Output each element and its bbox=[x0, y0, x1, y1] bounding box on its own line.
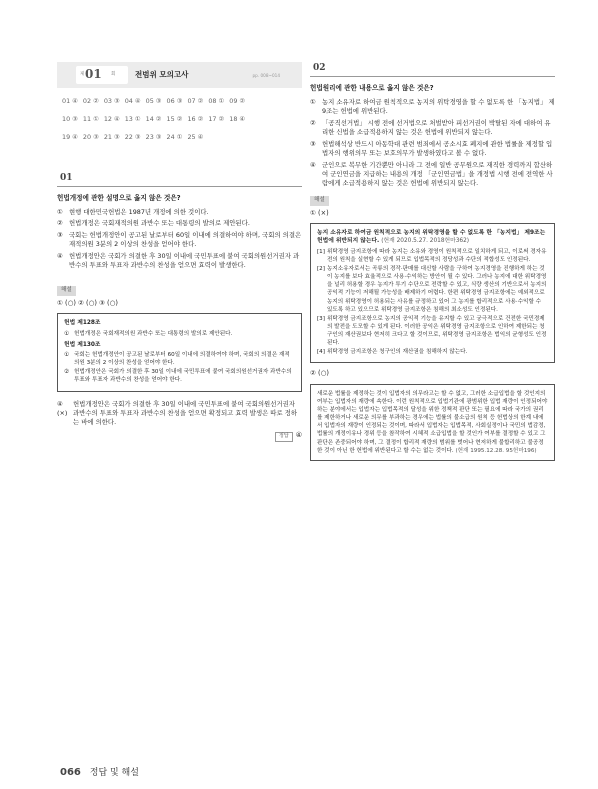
option-text: 현행 대한민국헌법은 1987년 개정에 의한 것이다. bbox=[69, 207, 209, 216]
option-text: 「공직선거법」 시행 전에 선거법으로 처벌받아 피선거권이 박탈된 자에 대하여 유리한 신법을 소급적용하지 않는 것은 헌법에 위반되지 않는다. bbox=[322, 118, 551, 136]
precedent-text: 새로운 법률을 제정하는 것이 입법자의 의무라고는 할 수 없고, 그러한 소급입법을 할 것인지의 여부는 입법자의 재량에 속한다. 이런 원칙적으로 입법기관에 광범위한 입법 재량이 인정되어야 하는 분야에서는 입법자는 입법목적의 달성을 위한 정책적 판단 또는 필요에 따라 국가의 권리를 제한하거나 새로운 의무를 부과하는 경우에는 법률의 불소급의 원칙 등 헌법상의 한계 내에서 입법자의 재량이 인정되는 것이며, 따라서 입법자는 입법목적, 사회실정이나 국민의 법감정, 법률의 개정이유나 경위 등을 참작하여 시혜적 소급입법을 할 것인가 여부를 결정할 수 있고 그 판단은 존중되어야 하며, 그 결정이 합리적 재량의 범위를 벗어나 현저하게 불합리하고 불공정한 것이 아닌 한 헌법에 위반된다고 할 수는 없는 것이다. bbox=[317, 390, 548, 454]
divider bbox=[310, 76, 555, 77]
explanation-text: 헌법개정안은 국회가 의결한 후 30일 이내에 국민투표에 붙여 국회의원선거권자 과반수의 투표와 투표자 과반수의 찬성을 얻으면 확정되고 효력 발생은 따로 정하는 바에 의한다. bbox=[73, 399, 298, 427]
page-footer bbox=[60, 766, 139, 781]
question-number: 02 bbox=[313, 63, 326, 73]
answer-item: 18 ④ bbox=[229, 115, 246, 123]
answer-item: 19 ④ bbox=[62, 133, 78, 141]
answer-item: 07 ② bbox=[187, 97, 204, 105]
option bbox=[57, 252, 302, 271]
explanation-marker: ④ (×) bbox=[57, 399, 68, 417]
option-text: 헌법해석상 반드시 아동학대 관련 범죄에서 공소시효 폐지에 관한 법률을 제정할 입법자의 행위의무 또는 보호의무가 발생하였다고 볼 수 없다. bbox=[322, 139, 553, 157]
precedent-citation: (헌재 2020.5.27. 2018헌마362) bbox=[381, 238, 470, 245]
answer-item: 15 ② bbox=[166, 115, 183, 123]
law-title: 헌법 제128조 bbox=[64, 320, 101, 327]
verdict: ① (×) bbox=[310, 208, 329, 217]
option bbox=[310, 98, 555, 117]
option-marker: ④ bbox=[57, 252, 63, 261]
precedent-item-marker: [2] bbox=[317, 266, 325, 273]
option bbox=[57, 231, 302, 250]
question-01 bbox=[57, 194, 302, 442]
answer-item: 16 ② bbox=[187, 115, 204, 123]
answer-key bbox=[62, 97, 307, 151]
solution-tag: 해설 bbox=[57, 286, 76, 296]
exam-title: 전범위 모의고사 bbox=[135, 70, 189, 79]
option-text: 국회는 헌법개정안이 공고된 날로부터 60일 이내에 의결하여야 하며, 국회의 의결은 재적의원 3분의 2 이상의 찬성을 얻어야 한다. bbox=[69, 231, 302, 249]
precedent-item-marker: [3] bbox=[317, 315, 325, 322]
answer-item: 12 ④ bbox=[103, 115, 120, 123]
answer-item: 06 ③ bbox=[166, 97, 183, 105]
page-range: pp. 008~014 bbox=[252, 73, 280, 78]
solution-tag: 해설 bbox=[310, 196, 329, 206]
precedent-title bbox=[317, 229, 548, 246]
precedent-item-marker: [4] bbox=[317, 349, 325, 356]
round-suffix: 회 bbox=[111, 72, 116, 77]
precedent-box bbox=[310, 384, 555, 461]
answer-item: 17 ② bbox=[208, 115, 225, 123]
answer-item: 24 ① bbox=[166, 133, 183, 141]
law-item bbox=[64, 368, 295, 384]
option-marker: ② bbox=[57, 219, 63, 228]
precedent-paragraph bbox=[317, 390, 548, 455]
answer-item: 14 ② bbox=[145, 115, 162, 123]
law-item-marker: ② bbox=[64, 369, 70, 376]
round-badge bbox=[76, 66, 128, 84]
question-02 bbox=[310, 84, 555, 461]
answer-row bbox=[62, 133, 307, 151]
answer-item: 20 ③ bbox=[82, 133, 99, 141]
precedent-item bbox=[317, 248, 548, 264]
precedent-item bbox=[317, 265, 548, 314]
law-item-marker: ① bbox=[64, 330, 70, 337]
answer-item: 13 ① bbox=[124, 115, 141, 123]
answer-item: 09 ② bbox=[229, 97, 246, 105]
precedent-item bbox=[317, 315, 548, 347]
option bbox=[57, 208, 302, 217]
option-marker: ④ bbox=[310, 160, 316, 169]
option bbox=[57, 219, 302, 228]
question-number: 01 bbox=[60, 173, 73, 183]
answer-item: 05 ③ bbox=[145, 97, 162, 105]
law-title: 헌법 제130조 bbox=[64, 341, 101, 348]
precedent-item-marker: [1] bbox=[317, 248, 325, 255]
question-stem: 헌법개정에 관한 설명으로 옳지 않은 것은? bbox=[57, 194, 181, 202]
answer-row bbox=[62, 97, 307, 115]
answer-item: 10 ③ bbox=[62, 115, 78, 123]
answer-item: 08 ① bbox=[208, 97, 225, 105]
round-number: 01 bbox=[85, 67, 102, 81]
answer-item: 11 ① bbox=[82, 115, 99, 123]
precedent-item-text: 위탁경영 금지조항은 청구인의 재산권을 침해하지 않는다. bbox=[327, 349, 468, 356]
answer-item: 22 ③ bbox=[124, 133, 141, 141]
divider bbox=[57, 186, 302, 187]
option-marker: ① bbox=[310, 97, 316, 106]
answer-item: 01 ④ bbox=[62, 97, 78, 105]
option-marker: ② bbox=[310, 118, 316, 127]
explanation bbox=[57, 400, 302, 428]
answer-value: ④ bbox=[295, 431, 302, 440]
answer-row bbox=[62, 115, 307, 133]
option-text: 군인으로 복무한 기간뿐만 아니라 그 전에 일반 공무원으로 재직한 경력까지 합산하여 군인연금을 지급하는 내용의 개정 「군인연금법」을 개정법 시행 전에 전역한 사람에게 소급적용하지 않는 것은 헌법에 위반되지 않는다. bbox=[322, 160, 553, 188]
precedent-title-text: 농지 소유자로 하여금 원칙적으로 농지의 위탁경영을 할 수 없도록 한 「농지법」 제9조는 헌법에 위반되지 않는다. bbox=[317, 230, 546, 245]
law-box bbox=[57, 313, 302, 391]
precedent-item-text: 농지소유자로서는 곡류의 경작·판매를 대신할 사람을 구하여 농지경영을 진행하게 하는 것이 농지를 보다 효율적으로 사용·수익하는 방안이 될 수 있다. 그러나 농지에 대한 위탁경영을 널리 허용할 경우 농지가 투기 수단으로 전락할 수 있고, 식량 생산의 기반으로서 농지의 공익적 기능이 저해될 가능성을 배제하기 어렵다. 한편 위탁경영 금지조항에는 예외적으로 농지의 위탁경영이 허용되는 사유를 규정하고 있어 그 농지를 합리적으로 사용·수익할 수 있도록 하고 있으므로 위탁경영 금지조항은 침해의 최소성도 인정된다. bbox=[327, 266, 547, 313]
option bbox=[310, 140, 555, 159]
precedent-box bbox=[310, 223, 555, 363]
law-item-text: 국회는 헌법개정안이 공고된 날로부터 60일 이내에 의결하여야 하며, 국회의 의결은 재적의원 3분의 2 이상의 찬성을 얻어야 한다. bbox=[74, 352, 290, 367]
verdict: ② (○) bbox=[310, 369, 329, 378]
page-number: 066 bbox=[60, 767, 81, 778]
precedent-citation: (헌재 1995.12.28. 95헌마196) bbox=[455, 447, 537, 454]
round-header bbox=[57, 62, 302, 88]
verdict: ① (○) ② (○) ③ (○) bbox=[57, 298, 118, 307]
option-marker: ① bbox=[57, 207, 63, 216]
law-item-marker: ① bbox=[64, 352, 70, 359]
question-stem: 헌법원리에 관한 내용으로 옳지 않은 것은? bbox=[310, 84, 434, 92]
precedent-item-text: 위탁경영 금지조항에 따라 농지는 소유와 경영이 원칙적으로 일치하게 되고, 이로써 경자유전의 원칙을 실현할 수 있게 되므로 입법목적의 정당성과 수단의 적합성도 인정된다. bbox=[327, 248, 547, 263]
law-item-text: 헌법개정안은 국회가 의결한 후 30일 이내에 국민투표에 붙여 국회의원선거권자 과반수의 투표와 투표자 과반수의 찬성을 얻어야 한다. bbox=[74, 369, 292, 384]
solution-tag-wrap bbox=[310, 195, 555, 206]
solution-tag-wrap bbox=[57, 285, 302, 296]
law-item bbox=[64, 351, 295, 367]
answer-item: 21 ③ bbox=[103, 133, 120, 141]
round-prefix: 제 bbox=[80, 72, 85, 77]
answer-item: 23 ③ bbox=[145, 133, 162, 141]
law-item-text: 헌법개정은 국회재적의원 과반수 또는 대통령의 발의로 제안된다. bbox=[74, 330, 233, 337]
answer-item: 04 ④ bbox=[124, 97, 141, 105]
answer-line bbox=[57, 430, 302, 441]
option-text: 농지 소유자로 하여금 원칙적으로 농지의 위탁경영을 할 수 없도록 한 「농지법」 제9조는 헌법에 위반된다. bbox=[322, 97, 555, 115]
answer-item: 02 ② bbox=[82, 97, 99, 105]
precedent-item-text: 위탁경영 금지조항으로 농지의 공익적 기능을 유지할 수 있고 궁극적으로 건전한 국민경제의 발전을 도모할 수 있게 된다. 이러한 공익은 위탁경영 금지조항으로 인하여 제한되는 청구인의 재산권보다 현저히 크다고 할 것이므로, 위탁경영 금지조항은 법익의 균형성도 인정된다. bbox=[327, 315, 547, 347]
option-marker: ③ bbox=[57, 231, 63, 240]
option bbox=[310, 161, 555, 189]
option-text: 헌법개정안은 국회가 의결한 후 30일 이내에 국민투표에 붙여 국회의원선거권자 과반수의 투표와 투표자 과반수의 찬성을 얻으면 효력이 발생한다. bbox=[69, 252, 300, 270]
answer-label: 정답 bbox=[275, 432, 293, 441]
option bbox=[310, 119, 555, 138]
option-text: 헌법개정은 국회재적의원 과반수 또는 대통령의 발의로 제안된다. bbox=[69, 219, 250, 228]
law-item bbox=[64, 330, 295, 338]
answer-item: 25 ④ bbox=[187, 133, 204, 141]
option-marker: ③ bbox=[310, 139, 316, 148]
answer-item: 03 ③ bbox=[103, 97, 120, 105]
precedent-item bbox=[317, 348, 548, 356]
footer-label: 정답 및 해설 bbox=[89, 768, 139, 778]
